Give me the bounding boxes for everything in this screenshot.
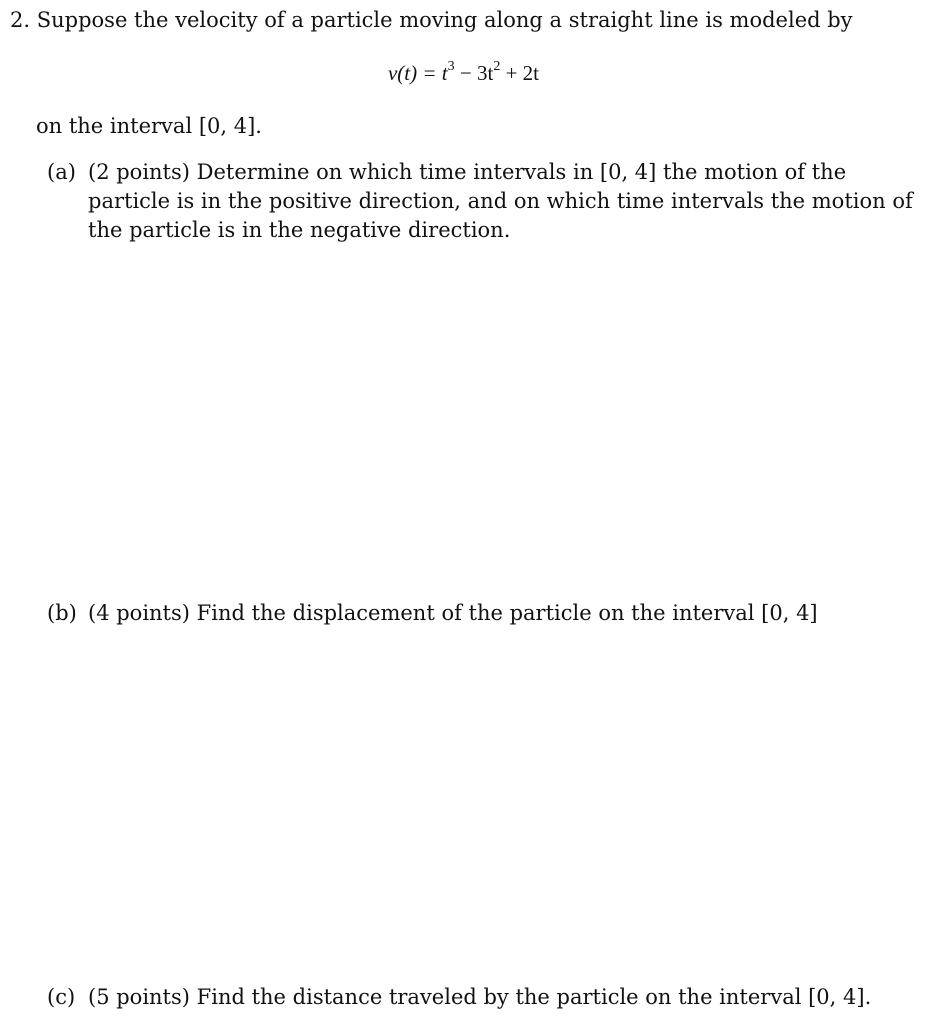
part-a-body [88,158,915,245]
part-a-label: (a) [47,160,76,184]
velocity-equation [0,59,927,88]
part-b-text: Find the displacement of the particle on the interval [0, 4] [196,601,818,625]
part-b [47,599,915,628]
part-a [47,158,915,245]
equation-exponent-2: 2 [493,59,501,74]
part-c-points: (5 points) [88,985,190,1009]
question-intro-text: Suppose the velocity of a particle moving along a straight line is modeled by [36,8,853,32]
part-c [47,983,915,1012]
part-c-body [88,983,915,1012]
equation-rhs: + 2t [500,61,540,85]
equation-exponent-3: 3 [447,59,455,74]
question-intro [10,6,853,35]
part-b-body [88,599,915,628]
part-c-text: Find the distance traveled by the particle on the interval [0, 4]. [196,985,872,1009]
part-c-label: (c) [47,985,76,1009]
part-a-points: (2 points) [88,160,190,184]
equation-middle: − 3t [454,61,494,85]
equation-lhs: v(t) = t [387,61,448,85]
part-b-points: (4 points) [88,601,190,625]
interval-statement: on the interval [0, 4]. [36,114,262,138]
question-number: 2. [10,8,31,32]
part-a-text: Determine on which time intervals in [0, 4] the motion of the particle is in the positive direction, and on which time intervals the motion of the particle is in the negative direction. [88,160,913,242]
part-b-label: (b) [47,601,77,625]
